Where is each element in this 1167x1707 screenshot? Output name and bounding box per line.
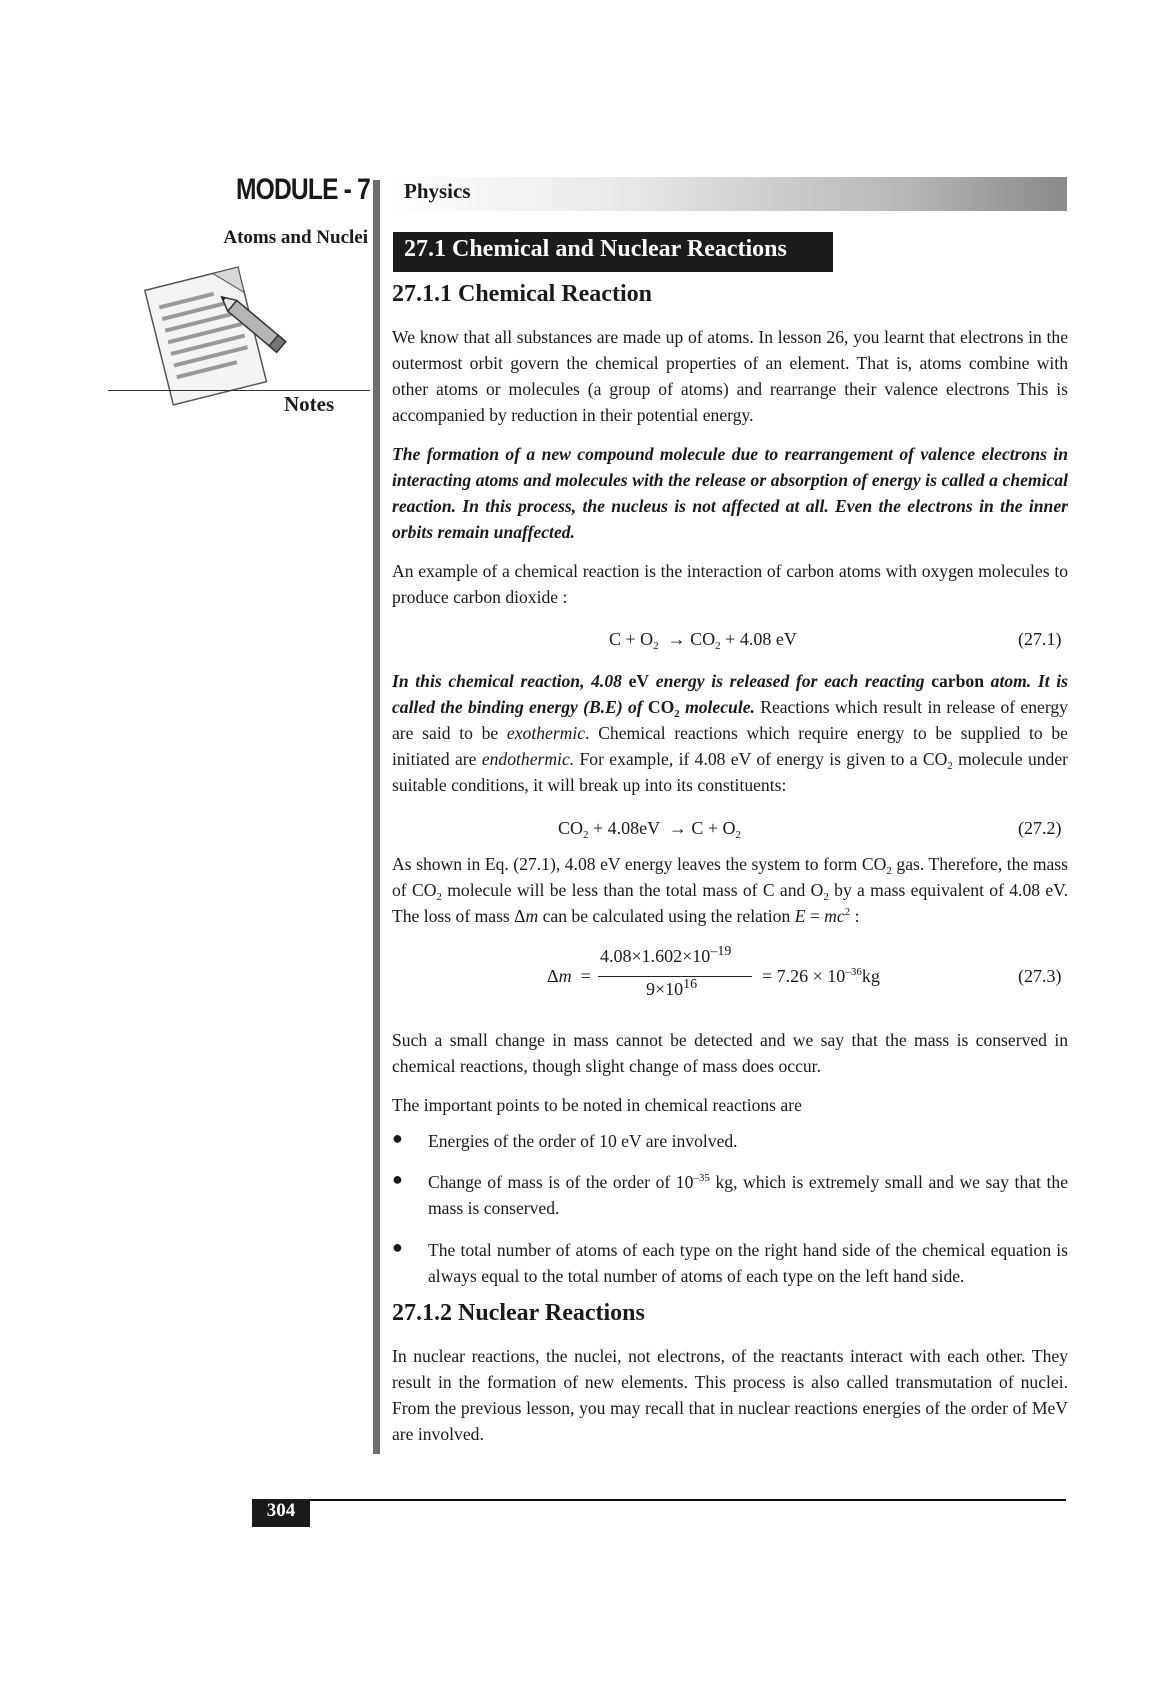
p5-d: by a mass equivalent of 4.08 eV. The loss of mass Δ [392,880,1068,926]
bullet-marker: ● [392,1128,403,1148]
module-title: MODULE - 7 [236,173,370,206]
equation-27-3-result: = $7.26 \times 10^{-36}kg$ [762,966,880,986]
equation-27-3-denominator: $9\times 10^{16}$ [646,977,698,999]
subsection-heading-chemical: 27.1.1 Chemical Reaction [392,281,652,307]
p4-exothermic: exothermic [506,723,586,743]
paragraph-binding-energy: In this chemical reaction, 4.08 eV energy is released for each reacting carbon atom. It is called the binding energy (B.E) of $CO_2$ molecule. Reactions which result in release of energy are said to be exothermic. Chemical reactions which require energy to be supplied to be initiated are endothermic. For example, if 4.08 eV of energy is given to a $CO_2$ molecule under suitable conditions, it will break up into its constituents: [392,671,1068,795]
bullet-marker: ● [392,1169,403,1189]
equation-27-3-numerator: $4.08\times 1.602\times 10^{-19}$ [600,944,732,966]
bullet-2-rest: kg, which is extremely small and we say that the mass is conserved. [428,1172,1069,1218]
p5-a: As shown in Eq. (27.1), 4.08 eV energy leaves the system to form CO [392,854,887,874]
p4-rest-1: Reactions which result in release of energy are said to be [392,697,1068,743]
notes-divider [108,390,370,391]
paragraph-definition: The formation of a new compound molecule due to rearrangement of valence electrons in interacting atoms and molecules with the release or absorption of energy is called a chemical reaction. In this process, the nucleus is not affected at all. Even the electrons in the inner orbits remain unaffected. [392,444,1068,542]
equation-27-2: $CO_2 + 4.08eV \to C + O_2$ [558,818,741,841]
paragraph-mass-loss: As shown in Eq. (27.1), 4.08 eV energy leaves the system to form $CO_2$ gas. Therefore, the mass of $CO_2$ molecule will be less than the total mass of C and $O_2$ by a mass equivalent of 4.08 eV. The loss of mass Δm can be calculated using the relation $E = mc^2$ : [392,854,1069,926]
bullet-item: The total number of atoms of each type on the right hand side of the chemical equation is always equal to the total number of atoms of each type on the left hand side. [428,1240,1068,1286]
margin-bar [373,180,380,1454]
paragraph-important-points: The important points to be noted in chemical reactions are [392,1095,802,1115]
equation-27-1: $C + O_2 \to CO_2 + 4.08$ eV [609,629,797,652]
page-number: 304 [266,1500,296,1521]
p4-bold-italic: In this chemical reaction, 4.08 [392,671,622,691]
bullet-item: Change of mass is of the order of $10^{-35}$ kg, which is extremely small and we say that the mass is conserved. [428,1172,1069,1218]
p4-atom: atom. It is called the binding energy (B.E) of [392,671,1068,717]
bullet-marker: ● [392,1237,403,1257]
equation-27-3-fraction-bar [598,976,752,977]
p4-carbon: carbon [931,671,984,691]
p5-e: can be calculated using the relation [542,906,791,926]
p4-endothermic: endothermic. [481,749,575,769]
paragraph-mass-conserved: Such a small change in mass cannot be detected and we say that the mass is conserved in chemical reactions, though slight change of mass does occur. [392,1030,1068,1076]
subsection-heading-nuclear: 27.1.2 Nuclear Reactions [392,1300,645,1326]
p4-co: CO [647,697,675,717]
header-subject: Physics [404,179,471,203]
equation-number-27-2: (27.2) [1018,818,1062,838]
bullet-2-text: Change of mass is of the order of 10 [428,1172,694,1192]
footer-rule [252,1499,1066,1501]
p4-rest-4: molecule under suitable conditions, it will break up into its constituents: [392,749,1068,795]
paragraph-intro: We know that all substances are made up of atoms. In lesson 26, you learnt that electrons in the outermost orbit govern the chemical properties of an element. That is, atoms combine with other atoms or molecules (a group of atoms) and rearrange their valence electrons This is accompanied by reduction in their potential energy. [392,327,1068,425]
p4-bold-italic-2: energy is released for each reacting [655,671,925,691]
p4-molecule: molecule. [685,697,755,717]
equation-number-27-3: (27.3) [1018,966,1062,986]
section-title: 27.1 Chemical and Nuclear Reactions [404,236,787,262]
p4-rest-2: . Chemical reactions which require energy to be supplied to be initiated are [392,723,1068,769]
module-subject: Atoms and Nuclei [223,227,368,248]
bullet-item: Energies of the order of 10 eV are involved. [428,1131,738,1151]
equation-27-3-lhs: Δm = [547,966,591,986]
notes-label: Notes [284,392,335,416]
p5-c: molecule will be less than the total mass of C and O [447,880,824,900]
paragraph-example: An example of a chemical reaction is the interaction of carbon atoms with oxygen molecules to produce carbon dioxide : [392,561,1068,607]
p4-ev: eV [628,671,650,691]
p4-rest-3: For example, if 4.08 eV of energy is given to a CO [579,749,948,769]
header-band [390,177,1067,211]
paragraph-nuclear: In nuclear reactions, the nuclei, not electrons, of the reactants interact with each other. They result in the formation of new elements. This process is also called transmutation of nuclei. From the previous lesson, you may recall that in nuclear reactions energies of the order of MeV are involved. [392,1346,1068,1444]
equation-number-27-1: (27.1) [1018,629,1062,649]
p5-b: gas. Therefore, the mass of CO [392,854,1069,900]
